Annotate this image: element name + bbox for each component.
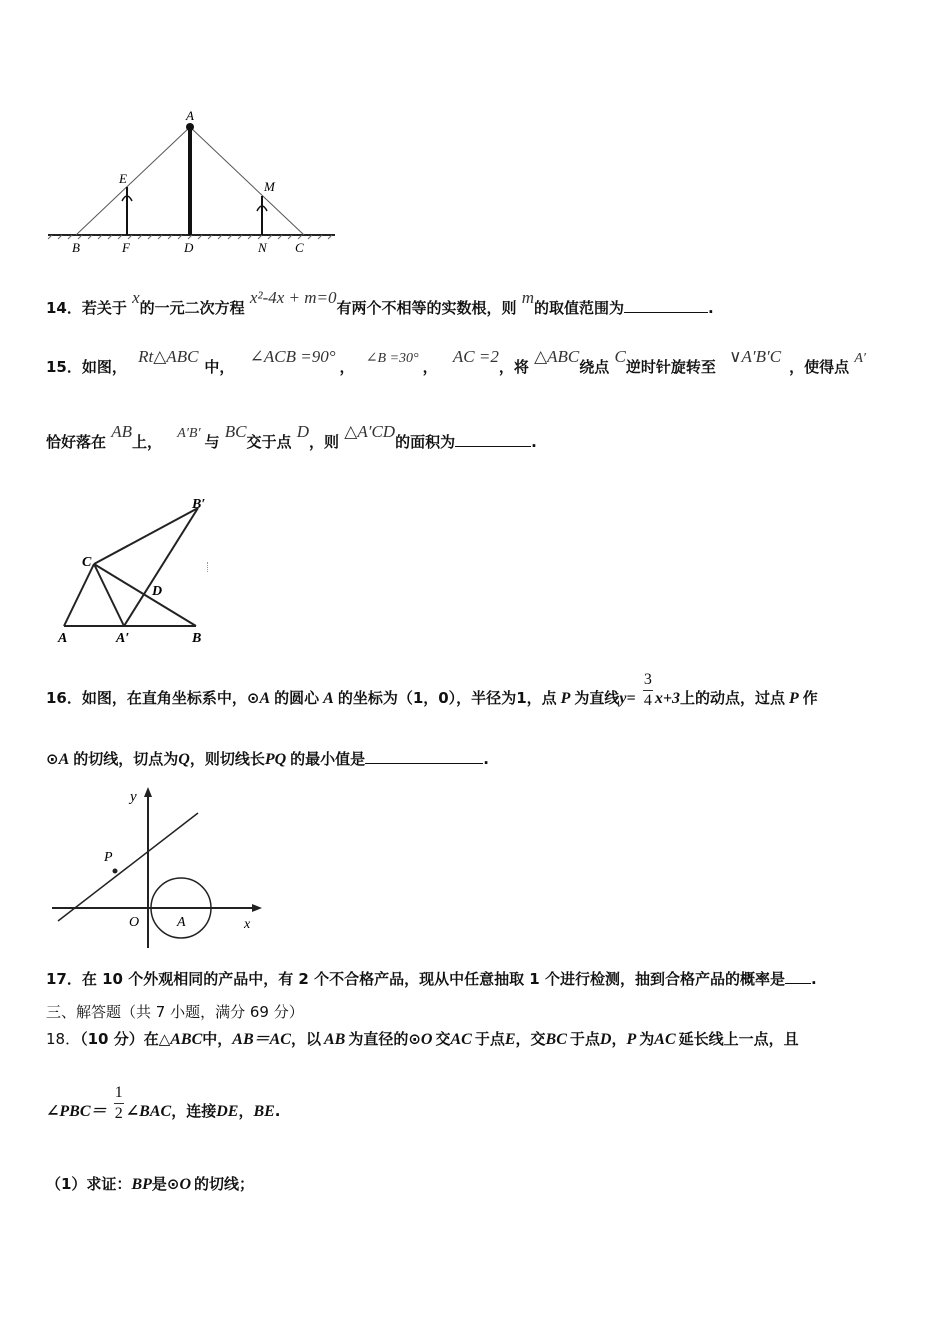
label-C: C (295, 240, 304, 255)
var-x: x (132, 288, 140, 307)
label-N: N (258, 240, 267, 255)
figure-q16 (48, 783, 268, 953)
question-14: 14．若关于 x的一元二次方程 x²-4x + m=0有两个不相等的实数根，则 m的取值范围为 . (46, 288, 714, 317)
question-18-line2: ∠PBC＝ $\frac{1}{2}$ ∠BAC，连接DE，BE. (46, 1084, 281, 1122)
section-heading: 三、解答题（共 7 小题，满分 69 分） (46, 1003, 304, 1021)
label-P: P (104, 850, 113, 865)
question-18-sub1: （1）求证：BP是⊙O 的切线； (46, 1175, 255, 1193)
q17-number: 17． (46, 970, 82, 988)
answer-blank[interactable] (624, 298, 708, 313)
answer-blank[interactable] (785, 969, 811, 984)
question-15: 15．如图， Rt△ABC中， ∠ACB =90°， ∠B =30° ， AC =2，将 △ABC绕点 C逆时针旋转至 ∨A′B′C，使得点 A′ (46, 347, 866, 376)
figure-q13 (40, 105, 350, 265)
answer-blank[interactable] (455, 432, 531, 447)
label-A: A (177, 915, 186, 930)
label-D: D (184, 240, 194, 255)
label-B: B (72, 240, 80, 255)
label-A: A (186, 108, 194, 123)
label-y: y (130, 789, 137, 805)
label-D: D (152, 584, 163, 599)
label-A-prime: A′ (116, 631, 130, 646)
question-18: 18．（10 分）在△ABC中，AB＝AC，以 AB 为直径的⊙O 交AC 于点E，交BC 于点D，P 为AC 延长线上一点，且 (46, 1030, 799, 1048)
q18-number: 18． (46, 1030, 81, 1048)
label-C: C (82, 555, 92, 570)
fraction-1-2: $\frac{1}{2}$ (114, 1084, 123, 1122)
label-M: M (264, 179, 275, 194)
figure-q15 (52, 492, 222, 647)
equation: x²-4x + m=0 (249, 288, 337, 307)
label-F: F (122, 240, 130, 255)
label-B-prime: B′ (192, 497, 206, 512)
question-16: 16．如图，在直角坐标系中，⊙A 的圆心 A 的坐标为（1，0），半径为1，点 P 为直线y= $\frac{3}{4}$ x+3上的动点，过点 P 作 (46, 671, 818, 709)
q15-number: 15． (46, 358, 82, 376)
answer-blank[interactable] (365, 749, 483, 764)
label-B: B (192, 631, 202, 646)
label-A: A (58, 631, 68, 646)
label-x: x (244, 917, 251, 932)
fraction-3-4: $\frac{3}{4}$ (643, 671, 652, 709)
question-16-line2: ⊙A 的切线，切点为Q，则切线长PQ 的最小值是 . (46, 750, 489, 768)
question-17: 17．在 10 个外观相同的产品中，有 2 个不合格产品，现从中任意抽取 1 个进行检测，抽到合格产品的概率是 . (46, 970, 817, 988)
var-m: m (521, 288, 535, 307)
label-E: E (119, 171, 127, 186)
q16-number: 16． (46, 689, 82, 707)
question-15-line2: 恰好落在 AB上， A′B′ 与 BC交于点 D，则 △A′CD的面积为 . (46, 422, 537, 451)
label-O: O (129, 915, 140, 930)
q14-number: 14． (46, 299, 82, 317)
stray-mark (207, 562, 210, 572)
